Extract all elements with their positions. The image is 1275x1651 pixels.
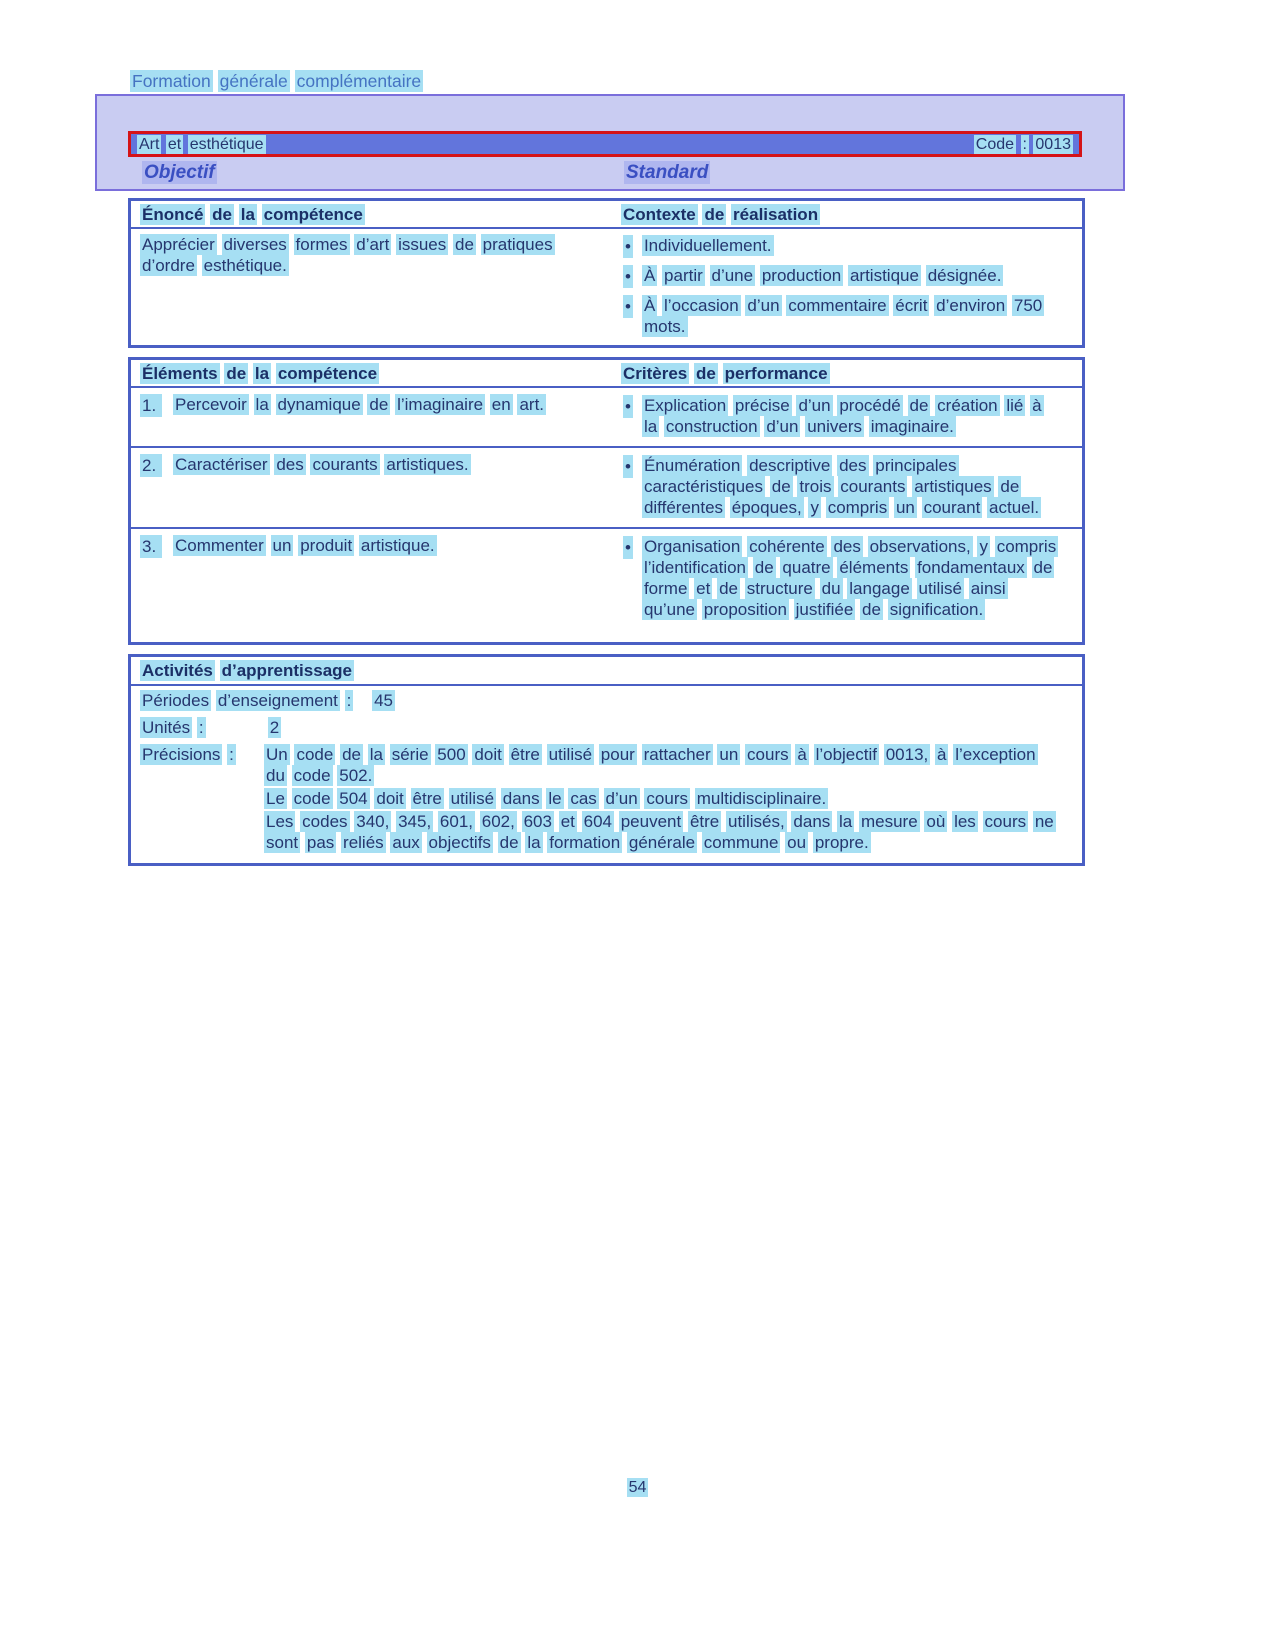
unites-label: Unités : [142, 718, 204, 737]
page-number: 54 [628, 1479, 647, 1496]
bullet-icon: • [625, 297, 631, 316]
element-text: Caractériser des courants artistiques. [175, 455, 469, 474]
unites-value: 2 [269, 718, 280, 737]
critere-item [623, 455, 1072, 518]
competence-table-body [131, 229, 1082, 345]
contexte-realisation-header: Contexte de réalisation [623, 205, 819, 224]
element-row [131, 446, 1082, 527]
enonce-text: Apprécier diverses formes d’art issues de pratiques d’ordre esthétique. [142, 235, 553, 275]
contexte-item [623, 235, 1072, 258]
bullet-icon: • [625, 237, 631, 256]
content-area [128, 198, 1085, 866]
critere-text: Organisation cohérente des observations, y compris l’identification de quatre éléments fondamentaux de forme et de structure du langage utilisé ainsi qu’une proposition justifiée de signification. [643, 537, 1057, 619]
bullet-icon: • [625, 457, 631, 476]
competence-table-header [131, 201, 1082, 229]
precisions-text [264, 744, 1082, 855]
precisions-paragraph: Les codes 340, 345, 601, 602, 603 et 604 peuvent être utilisés, dans la mesure où les cours ne sont pas reliés aux objectifs de la formation générale commune ou propre. [266, 812, 1054, 852]
document-header-title: Formation générale complémentaire [132, 71, 422, 91]
critere-item [623, 395, 1072, 437]
precisions-label: Précisions : [142, 745, 234, 764]
course-code: Code : 0013 [975, 135, 1071, 153]
objective-standard-panel [95, 94, 1125, 191]
standard-label: Standard [626, 162, 709, 183]
enonce-competence-header: Énoncé de la compétence [142, 205, 363, 224]
element-number: 1. [140, 394, 162, 417]
objectif-label: Objectif [144, 162, 215, 183]
bullet-icon: • [625, 538, 631, 557]
competence-table [128, 198, 1085, 348]
critere-cell [617, 535, 1082, 620]
contexte-item-text: Individuellement. [643, 236, 772, 255]
element-row [131, 527, 1082, 629]
periodes-label: Périodes d’enseignement : [142, 691, 352, 710]
critere-cell [617, 394, 1082, 437]
contexte-list [617, 234, 1082, 337]
critere-text: Énumération descriptive des principales caractéristiques de trois courants artistiques de différentes époques, y compris un courant actuel. [643, 456, 1040, 517]
activites-table [128, 654, 1085, 866]
element-cell [131, 454, 617, 518]
bullet-icon: • [625, 397, 631, 416]
element-number: 2. [140, 454, 162, 477]
element-number: 3. [140, 535, 162, 558]
contexte-item-text: À l’occasion d’un commentaire écrit d’environ 750 mots. [643, 296, 1043, 336]
bullet-icon: • [625, 267, 631, 286]
periodes-value: 45 [374, 691, 393, 710]
elements-table [128, 357, 1085, 645]
course-title-bar [128, 131, 1082, 157]
critere-item [623, 536, 1072, 620]
unites-row [131, 713, 1082, 740]
element-cell [131, 535, 617, 620]
critere-text: Explication précise d’un procédé de création lié à la construction d’un univers imaginaire. [643, 396, 1042, 436]
critere-cell [617, 454, 1082, 518]
element-text: Commenter un produit artistique. [175, 536, 435, 555]
page-footer [0, 1477, 1275, 1498]
criteres-performance-header: Critères de performance [623, 364, 828, 383]
contexte-item [623, 295, 1072, 337]
elements-competence-header: Éléments de la compétence [142, 364, 378, 383]
course-title: Art et esthétique [139, 135, 264, 153]
element-row [131, 388, 1082, 446]
precisions-paragraph: Le code 504 doit être utilisé dans le cas d’un cours multidisciplinaire. [266, 789, 827, 808]
activites-header [131, 657, 1082, 686]
periodes-row [131, 686, 1082, 713]
precisions-row [131, 740, 1082, 863]
elements-table-header [131, 360, 1082, 388]
activites-header-text: Activités d’apprentissage [142, 661, 352, 680]
precisions-paragraph: Un code de la série 500 doit être utilisé pour rattacher un cours à l’objectif 0013, à l’exception du code 502. [266, 745, 1036, 785]
element-text: Percevoir la dynamique de l’imaginaire en art. [175, 395, 545, 414]
contexte-item-text: À partir d’une production artistique désignée. [643, 266, 1002, 285]
contexte-item [623, 265, 1072, 288]
element-cell [131, 394, 617, 437]
